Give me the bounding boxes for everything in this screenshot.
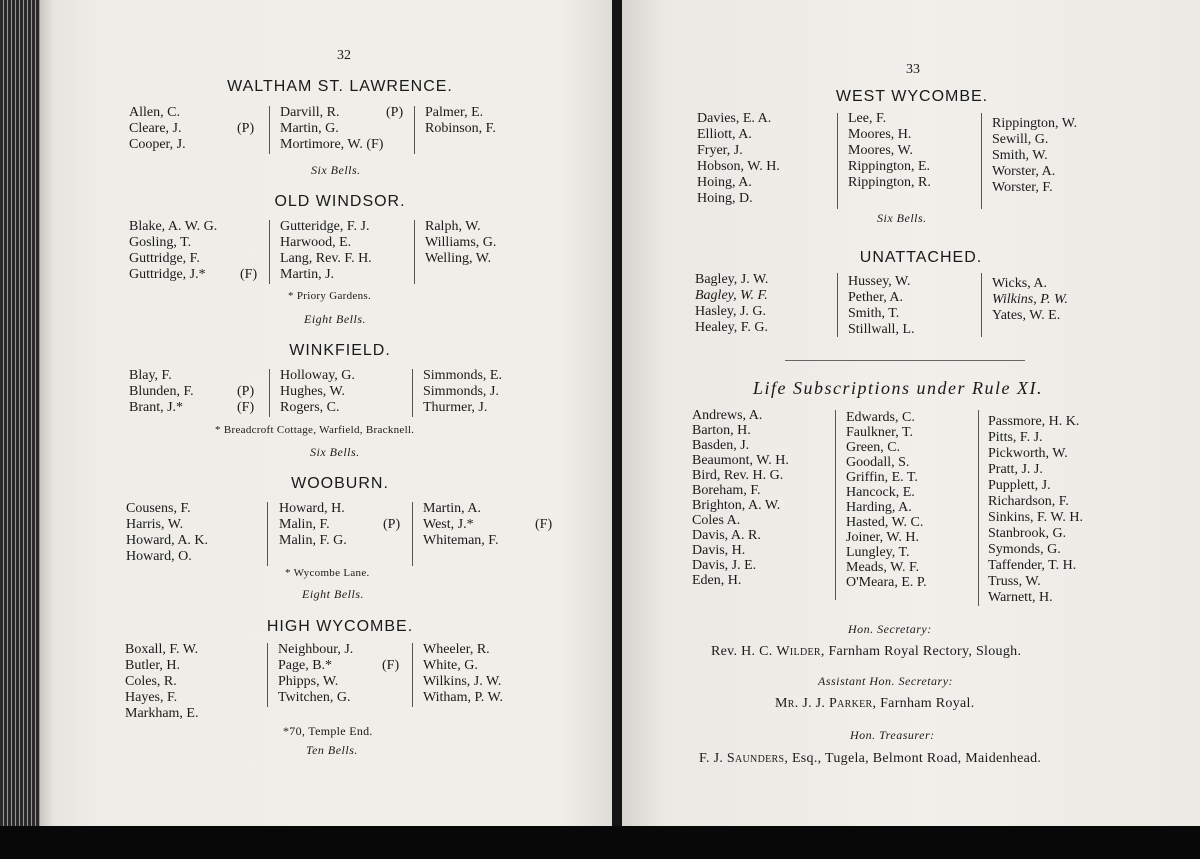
name-entry: Palmer, E. [425, 105, 484, 120]
name-entry: Basden, J. [692, 438, 750, 453]
name-entry: Hasted, W. C. [846, 515, 924, 530]
name-entry: Davies, E. A. [697, 111, 772, 126]
footnote: * Breadcroft Cottage, Warfield, Bracknell. [215, 424, 415, 436]
column-divider [269, 220, 270, 284]
name-entry: Williams, G. [425, 235, 497, 250]
name-column [425, 219, 565, 267]
footnote: *70, Temple End. [283, 724, 373, 738]
name-entry: Cleare, J. (P) [129, 121, 255, 136]
name-column [129, 368, 269, 416]
name-entry: Stanbrook, G. [988, 526, 1067, 541]
name-entry: Rippington, E. [848, 159, 931, 174]
column-divider [981, 113, 982, 209]
name-entry: Blay, F. [129, 368, 172, 383]
name-entry: Smith, W. [992, 148, 1048, 163]
name-entry: Lang, Rev. F. H. [280, 251, 372, 266]
page-number: 33 [906, 62, 920, 77]
column-divider [412, 643, 413, 707]
name-entry: Bird, Rev. H. G. [692, 468, 784, 483]
name-entry: West, J.* (F) [423, 517, 553, 532]
column-divider [269, 369, 270, 417]
name-entry: Healey, F. G. [695, 320, 769, 335]
column-divider [267, 502, 268, 566]
name-entry: Witham, P. W. [423, 690, 503, 705]
name-entry: Howard, H. [279, 501, 345, 516]
column-divider [267, 643, 268, 707]
name-entry: Lungley, T. [846, 545, 910, 560]
assistant-line: Mr. J. J. Parker, Farnham Royal. [775, 696, 975, 711]
name-entry: Griffin, E. T. [846, 470, 918, 485]
name-column [695, 272, 835, 336]
name-entry: Wicks, A. [992, 276, 1048, 291]
section-heading: WEST WYCOMBE. [835, 88, 989, 105]
name-entry: Bagley, W. F. [695, 288, 768, 303]
name-entry: Pether, A. [848, 290, 904, 305]
section-heading: HIGH WYCOMBE. [266, 618, 414, 635]
name-entry: Davis, A. R. [692, 528, 761, 543]
name-entry: Simmonds, E. [423, 368, 502, 383]
name-column [279, 501, 419, 549]
column-divider [837, 113, 838, 209]
name-entry: Joiner, W. H. [846, 530, 919, 545]
name-column [126, 501, 266, 565]
column-divider [978, 410, 979, 606]
name-entry: Rogers, C. [280, 400, 340, 415]
right-page [622, 0, 1200, 826]
column-divider [981, 273, 982, 337]
book-bottom-shadow [0, 826, 1200, 859]
name-entry: Lee, F. [848, 111, 887, 126]
section-rule [785, 360, 1025, 361]
name-entry: Davis, J. E. [692, 558, 757, 573]
name-entry: Symonds, G. [988, 542, 1061, 557]
name-entry: Howard, O. [126, 549, 192, 564]
secretary-role: Hon. Secretary: [848, 622, 932, 636]
name-entry: Blake, A. W. G. [129, 219, 218, 234]
name-entry: Green, C. [846, 440, 901, 455]
name-entry: Malin, F. G. [279, 533, 347, 548]
name-entry: Martin, J. [280, 267, 335, 282]
name-column [278, 642, 418, 706]
name-entry: Faulkner, T. [846, 425, 913, 440]
name-entry: Goodall, S. [846, 455, 910, 470]
bells-caption: Six Bells. [877, 211, 927, 225]
column-divider [414, 220, 415, 284]
name-entry: Passmore, H. K. [988, 414, 1080, 429]
assistant-role: Assistant Hon. Secretary: [818, 674, 954, 688]
name-entry: Guttridge, F. [129, 251, 200, 266]
name-entry: Rippington, R. [848, 175, 931, 190]
column-divider [412, 369, 413, 417]
name-entry: Worster, A. [992, 164, 1056, 179]
treasurer-line: F. J. Saunders, Esq., Tugela, Belmont Road, Maidenhead. [699, 751, 1042, 766]
name-entry: Allen, C. [129, 105, 180, 120]
name-entry: Simmonds, J. [423, 384, 499, 399]
name-entry: Darvill, R. (P) [280, 105, 404, 120]
name-entry: Moores, H. [848, 127, 912, 142]
name-entry: Warnett, H. [988, 590, 1053, 605]
bells-caption: Six Bells. [310, 445, 360, 459]
name-entry: Malin, F. (P) [279, 517, 401, 532]
name-entry: Harris, W. [126, 517, 184, 532]
name-entry: Sinkins, F. W. H. [988, 510, 1083, 525]
name-entry: Blunden, F. (P) [129, 384, 255, 399]
name-column [423, 501, 563, 549]
name-entry: Hayes, F. [125, 690, 178, 705]
left-page [40, 0, 620, 826]
name-entry: Boreham, F. [692, 483, 761, 498]
name-entry: Taffender, T. H. [988, 558, 1077, 573]
name-entry: Holloway, G. [280, 368, 355, 383]
name-entry: Boxall, F. W. [125, 642, 199, 657]
section-heading: OLD WINDSOR. [274, 193, 406, 210]
name-entry: Bagley, J. W. [695, 272, 769, 287]
name-entry: Pickworth, W. [988, 446, 1068, 461]
column-divider [837, 273, 838, 337]
name-entry: Harding, A. [846, 500, 912, 515]
footnote: * Priory Gardens. [288, 290, 372, 302]
name-entry: Gosling, T. [129, 235, 192, 250]
name-entry: Martin, G. [280, 121, 339, 136]
name-entry: Barton, H. [692, 423, 751, 438]
name-entry: Cooper, J. [129, 137, 186, 152]
name-entry: Guttridge, J.* (F) [129, 267, 258, 282]
name-entry: Martin, A. [423, 501, 481, 516]
bells-caption: Eight Bells. [304, 312, 366, 326]
name-entry: O'Meara, E. P. [846, 575, 927, 590]
section-heading: WOOBURN. [291, 475, 389, 492]
name-entry: Cousens, F. [126, 501, 191, 516]
name-entry: Richardson, F. [988, 494, 1069, 509]
name-entry: Ralph, W. [425, 219, 481, 234]
footnote: * Wycombe Lane. [285, 567, 370, 579]
section-heading: Life Subscriptions under Rule XI. [753, 378, 1043, 398]
name-column [280, 368, 420, 416]
bells-caption: Eight Bells. [302, 587, 364, 601]
name-entry: Coles A. [692, 513, 741, 528]
name-entry: Yates, W. E. [992, 308, 1061, 323]
column-divider [414, 106, 415, 154]
section-heading: UNATTACHED. [859, 249, 983, 266]
page-number: 32 [337, 48, 351, 63]
name-entry: Butler, H. [125, 658, 181, 673]
name-entry: Elliott, A. [697, 127, 752, 142]
name-entry: Neighbour, J. [278, 642, 354, 657]
name-column [129, 219, 269, 283]
name-entry: Pratt, J. J. [988, 462, 1043, 477]
name-entry: Stillwall, L. [848, 322, 915, 337]
name-column [125, 642, 265, 722]
name-entry: Hasley, J. G. [695, 304, 767, 319]
name-column [280, 219, 420, 283]
name-entry: Robinson, F. [425, 121, 496, 136]
name-entry: Phipps, W. [278, 674, 339, 689]
name-column [848, 274, 988, 338]
name-entry: Harwood, E. [280, 235, 352, 250]
name-entry: Wilkins, P. W. [992, 292, 1068, 307]
column-divider [835, 410, 836, 600]
name-entry: Beaumont, W. H. [692, 453, 789, 468]
name-column [988, 414, 1138, 606]
name-entry: Davis, H. [692, 543, 746, 558]
name-column [846, 410, 986, 590]
name-entry: Howard, A. K. [126, 533, 209, 548]
name-column [423, 642, 563, 706]
name-entry: Meads, W. F. [846, 560, 920, 575]
column-divider [412, 502, 413, 566]
name-entry: Pupplett, J. [988, 478, 1051, 493]
name-entry: Hughes, W. [280, 384, 345, 399]
name-entry: Twitchen, G. [278, 690, 351, 705]
name-column [129, 105, 269, 153]
name-entry: Brant, J.* (F) [129, 400, 255, 415]
name-entry: Whiteman, F. [423, 533, 499, 548]
section-heading: WINKFIELD. [289, 342, 391, 359]
name-entry: Eden, H. [692, 573, 742, 588]
name-column [692, 408, 837, 588]
name-entry: Hussey, W. [848, 274, 911, 289]
name-entry: Hoing, A. [697, 175, 752, 190]
name-entry: Wilkins, J. W. [423, 674, 502, 689]
name-column [697, 111, 837, 207]
name-entry: Hoing, D. [697, 191, 753, 206]
name-entry: White, G. [423, 658, 478, 673]
name-entry: Moores, W. [848, 143, 913, 158]
name-entry: Mortimore, W. (F) [280, 137, 384, 152]
name-column [280, 105, 420, 153]
name-entry: Page, B.* (F) [278, 658, 400, 673]
name-entry: Sewill, G. [992, 132, 1049, 147]
name-entry: Brighton, A. W. [692, 498, 781, 513]
name-entry: Rippington, W. [992, 116, 1078, 131]
name-column [423, 368, 563, 416]
name-entry: Hobson, W. H. [697, 159, 780, 174]
name-entry: Worster, F. [992, 180, 1053, 195]
name-entry: Markham, E. [125, 706, 199, 721]
name-entry: Gutteridge, F. J. [280, 219, 370, 234]
name-entry: Welling, W. [425, 251, 492, 266]
name-entry: Truss, W. [988, 574, 1041, 589]
name-entry: Wheeler, R. [423, 642, 490, 657]
name-entry: Thurmer, J. [423, 400, 488, 415]
treasurer-role: Hon. Treasurer: [850, 728, 935, 742]
name-entry: Hancock, E. [846, 485, 915, 500]
name-column [425, 105, 565, 137]
column-divider [269, 106, 270, 154]
name-column [992, 276, 1132, 324]
name-entry: Fryer, J. [697, 143, 743, 158]
name-entry: Andrews, A. [692, 408, 763, 423]
bells-caption: Six Bells. [311, 163, 361, 177]
bells-caption: Ten Bells. [306, 743, 358, 757]
name-entry: Smith, T. [848, 306, 900, 321]
page-edges [0, 0, 40, 840]
name-entry: Edwards, C. [846, 410, 915, 425]
name-entry: Coles, R. [125, 674, 177, 689]
name-entry: Pitts, F. J. [988, 430, 1043, 445]
name-column [992, 116, 1132, 196]
section-heading: WALTHAM ST. LAWRENCE. [227, 78, 453, 95]
secretary-line: Rev. H. C. Wilder, Farnham Royal Rectory, Slough. [711, 644, 1022, 659]
name-column [848, 111, 988, 191]
